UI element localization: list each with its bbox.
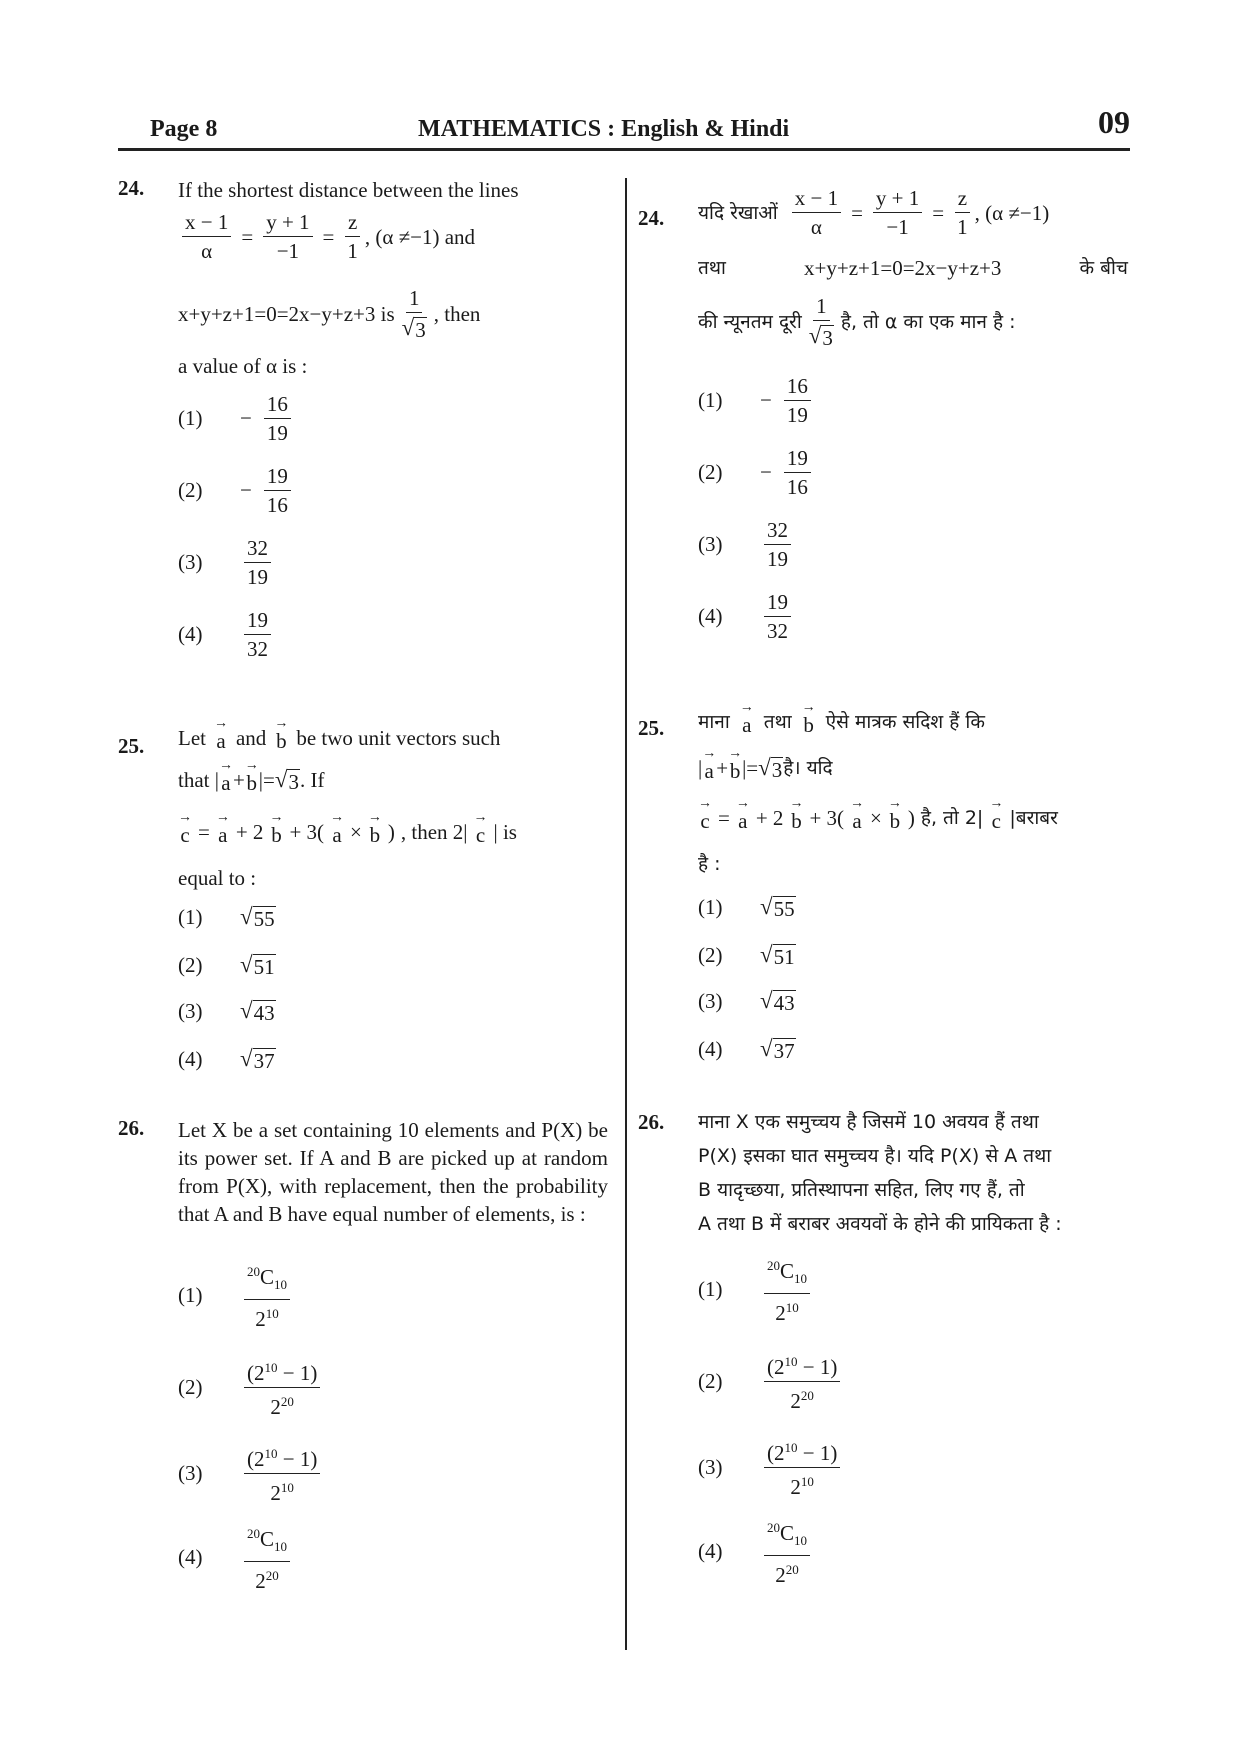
fraction: $\frac{16}{19}$	[264, 392, 291, 445]
fraction: $\frac{19}{16}$	[784, 446, 811, 499]
fraction: $\frac{32}{19}$	[244, 536, 271, 589]
fraction: $\frac{(2^{10} - 1)}{2^{20}}$	[244, 1356, 320, 1419]
fraction: $\frac{(2^{10} - 1)}{2^{10}}$	[764, 1436, 840, 1499]
option-number: (2)	[698, 460, 723, 484]
question-intro: If the shortest distance between the lines	[178, 178, 519, 202]
column-divider	[625, 178, 627, 1650]
option-number: (3)	[178, 1461, 203, 1485]
line-equation: $\frac{x - 1}{\alpha}$ = $\frac{y + 1}{-1}$ = $\frac{z}{1}$ , (α ≠−1) and	[178, 210, 475, 263]
option-3[interactable]	[178, 998, 276, 1025]
question-number: 24.	[118, 176, 145, 200]
option-4[interactable]	[698, 590, 795, 643]
fraction: $\frac{^{20}C_{10}}{2^{10}}$	[764, 1254, 810, 1325]
question-line-2: | → a + → b |= √ 3 है। यदि	[698, 746, 833, 783]
square-root: √ 55	[240, 904, 275, 931]
option-4[interactable]	[698, 1516, 814, 1587]
option-4[interactable]	[178, 608, 275, 661]
option-1[interactable]	[698, 374, 815, 427]
question-line-3: → c = → a + 2 → b + 3( → a × → b ) है, तो 2| → c |बराबर	[698, 796, 1058, 833]
option-2[interactable]	[178, 1356, 324, 1419]
fraction: $\frac{19}{16}$	[264, 464, 291, 517]
fraction: $\frac{x - 1}{\alpha}$	[182, 210, 231, 263]
question-number: 26.	[118, 1116, 145, 1140]
option-number: (4)	[698, 1539, 723, 1564]
option-number: (2)	[178, 953, 203, 977]
option-number: (4)	[698, 604, 723, 628]
question-line: माना X एक समुच्चय है जिसमें 10 अवयव हैं तथा	[698, 1111, 1039, 1133]
minus-sign: −	[240, 478, 252, 502]
fraction: $\frac{(2^{10} - 1)}{2^{20}}$	[764, 1350, 840, 1413]
option-3[interactable]	[178, 1442, 324, 1505]
option-number: (2)	[178, 1375, 203, 1399]
fraction: $\frac{19}{32}$	[764, 590, 791, 643]
option-number: (4)	[698, 1037, 723, 1061]
option-2[interactable]	[178, 952, 276, 979]
fraction: 1 √ 3	[808, 294, 833, 350]
option-number: (2)	[178, 478, 203, 502]
minus-sign: −	[240, 406, 252, 430]
plane-equation: तथा x+y+z+1=0=2x−y+z+3 के बीच	[698, 256, 1128, 280]
option-number: (4)	[178, 622, 203, 646]
option-4[interactable]	[698, 1036, 796, 1063]
option-3[interactable]	[698, 518, 795, 571]
question-text: Let X be a set containing 10 elements and P(X) be its power set. If A and B are picked up at random from P(X), with replacement, then the probability that A and B have equal number of elements, is :	[178, 1118, 608, 1226]
option-number: (2)	[698, 1369, 723, 1393]
page-label: Page 8	[150, 116, 218, 142]
square-root: √ 43	[240, 998, 275, 1025]
fraction: $\frac{^{20}C_{10}}{2^{20}}$	[764, 1516, 810, 1587]
fraction: $\frac{^{20}C_{10}}{2^{10}}$	[244, 1260, 290, 1331]
option-number: (1)	[178, 1283, 203, 1308]
fraction: $\frac{x - 1}{\alpha}$	[792, 186, 841, 239]
option-3[interactable]	[698, 1436, 844, 1499]
subject-title: MATHEMATICS : English & Hindi	[418, 116, 790, 142]
fraction: $\frac{z}{1}$	[344, 210, 361, 263]
question-line: A तथा B में बराबर अवयवों के होने की प्रायिकता है :	[698, 1213, 1062, 1235]
option-2[interactable]	[698, 1350, 844, 1413]
page-header	[118, 104, 1130, 151]
page-code: 09	[1098, 104, 1130, 140]
option-2[interactable]	[178, 464, 295, 517]
minus-sign: −	[760, 460, 772, 484]
question-number: 25.	[638, 716, 665, 740]
option-1[interactable]	[698, 894, 796, 921]
option-1[interactable]	[178, 392, 295, 445]
square-root: √ 55	[760, 894, 795, 921]
square-root: √ 43	[760, 988, 795, 1015]
option-number: (4)	[178, 1047, 203, 1071]
question-equal: equal to :	[178, 866, 257, 890]
option-number: (4)	[178, 1545, 203, 1570]
option-1[interactable]	[178, 904, 276, 931]
option-3[interactable]	[698, 988, 796, 1015]
minus-sign: −	[760, 388, 772, 412]
question-line-1: माना → a तथा → b ऐसे मात्रक सदिश हैं कि	[698, 700, 985, 737]
fraction: $\frac{19}{32}$	[244, 608, 271, 661]
option-1[interactable]	[178, 1260, 294, 1331]
fraction: $\frac{16}{19}$	[784, 374, 811, 427]
square-root: √ 37	[240, 1046, 275, 1073]
fraction: $\frac{^{20}C_{10}}{2^{20}}$	[244, 1522, 290, 1593]
question-ask: a value of α is :	[178, 354, 308, 378]
option-number: (1)	[178, 905, 203, 929]
option-2[interactable]	[698, 942, 796, 969]
option-4[interactable]	[178, 1522, 294, 1593]
question-line: P(X) इसका घात समुच्चय है। यदि P(X) से A तथा	[698, 1145, 1052, 1167]
option-4[interactable]	[178, 1046, 276, 1073]
option-number: (1)	[698, 388, 723, 412]
fraction: $\frac{y + 1}{-1}$	[263, 210, 312, 263]
question-number: 24.	[638, 206, 665, 230]
fraction: $\frac{(2^{10} - 1)}{2^{10}}$	[244, 1442, 320, 1505]
line-equation: यदि रेखाओं $\frac{x - 1}{\alpha}$ = $\frac{y + 1}{-1}$ = $\frac{z}{1}$ , (α ≠−1)	[698, 186, 1050, 239]
option-number: (1)	[178, 406, 203, 430]
fraction: $\frac{z}{1}$	[954, 186, 971, 239]
question-line-3: → c = → a + 2 → b + 3( → a × → b ) , then 2| → c | is	[178, 810, 517, 847]
square-root: √ 51	[760, 942, 795, 969]
option-number: (3)	[698, 989, 723, 1013]
fraction: $\frac{y + 1}{-1}$	[873, 186, 922, 239]
option-1[interactable]	[698, 1254, 814, 1325]
option-number: (1)	[698, 1277, 723, 1302]
fraction: $\frac{32}{19}$	[764, 518, 791, 571]
question-equal: है :	[698, 853, 721, 875]
square-root: √ 37	[760, 1036, 795, 1063]
option-number: (3)	[178, 999, 203, 1023]
option-number: (3)	[698, 532, 723, 556]
distance-line: की न्यूनतम दूरी 1 √ 3 है, तो α का एक मान है :	[698, 294, 1016, 350]
question-line-1: Let → a and → b be two unit vectors such	[178, 716, 501, 753]
square-root: √ 51	[240, 952, 275, 979]
option-number: (3)	[178, 550, 203, 574]
question-line: B यादृच्छया, प्रतिस्थापना सहित, लिए गए हैं, तो	[698, 1179, 1025, 1201]
question-line-2: that | → a + → b |= √ 3 . If	[178, 758, 325, 795]
question-number: 25.	[118, 734, 145, 758]
plane-equation: x+y+z+1=0=2x−y+z+3 is 1 √ 3 , then	[178, 286, 481, 342]
option-number: (3)	[698, 1455, 723, 1479]
option-number: (1)	[698, 895, 723, 919]
option-3[interactable]	[178, 536, 275, 589]
option-number: (2)	[698, 943, 723, 967]
option-2[interactable]	[698, 446, 815, 499]
fraction: 1 √ 3	[401, 286, 426, 342]
question-number: 26.	[638, 1110, 665, 1134]
